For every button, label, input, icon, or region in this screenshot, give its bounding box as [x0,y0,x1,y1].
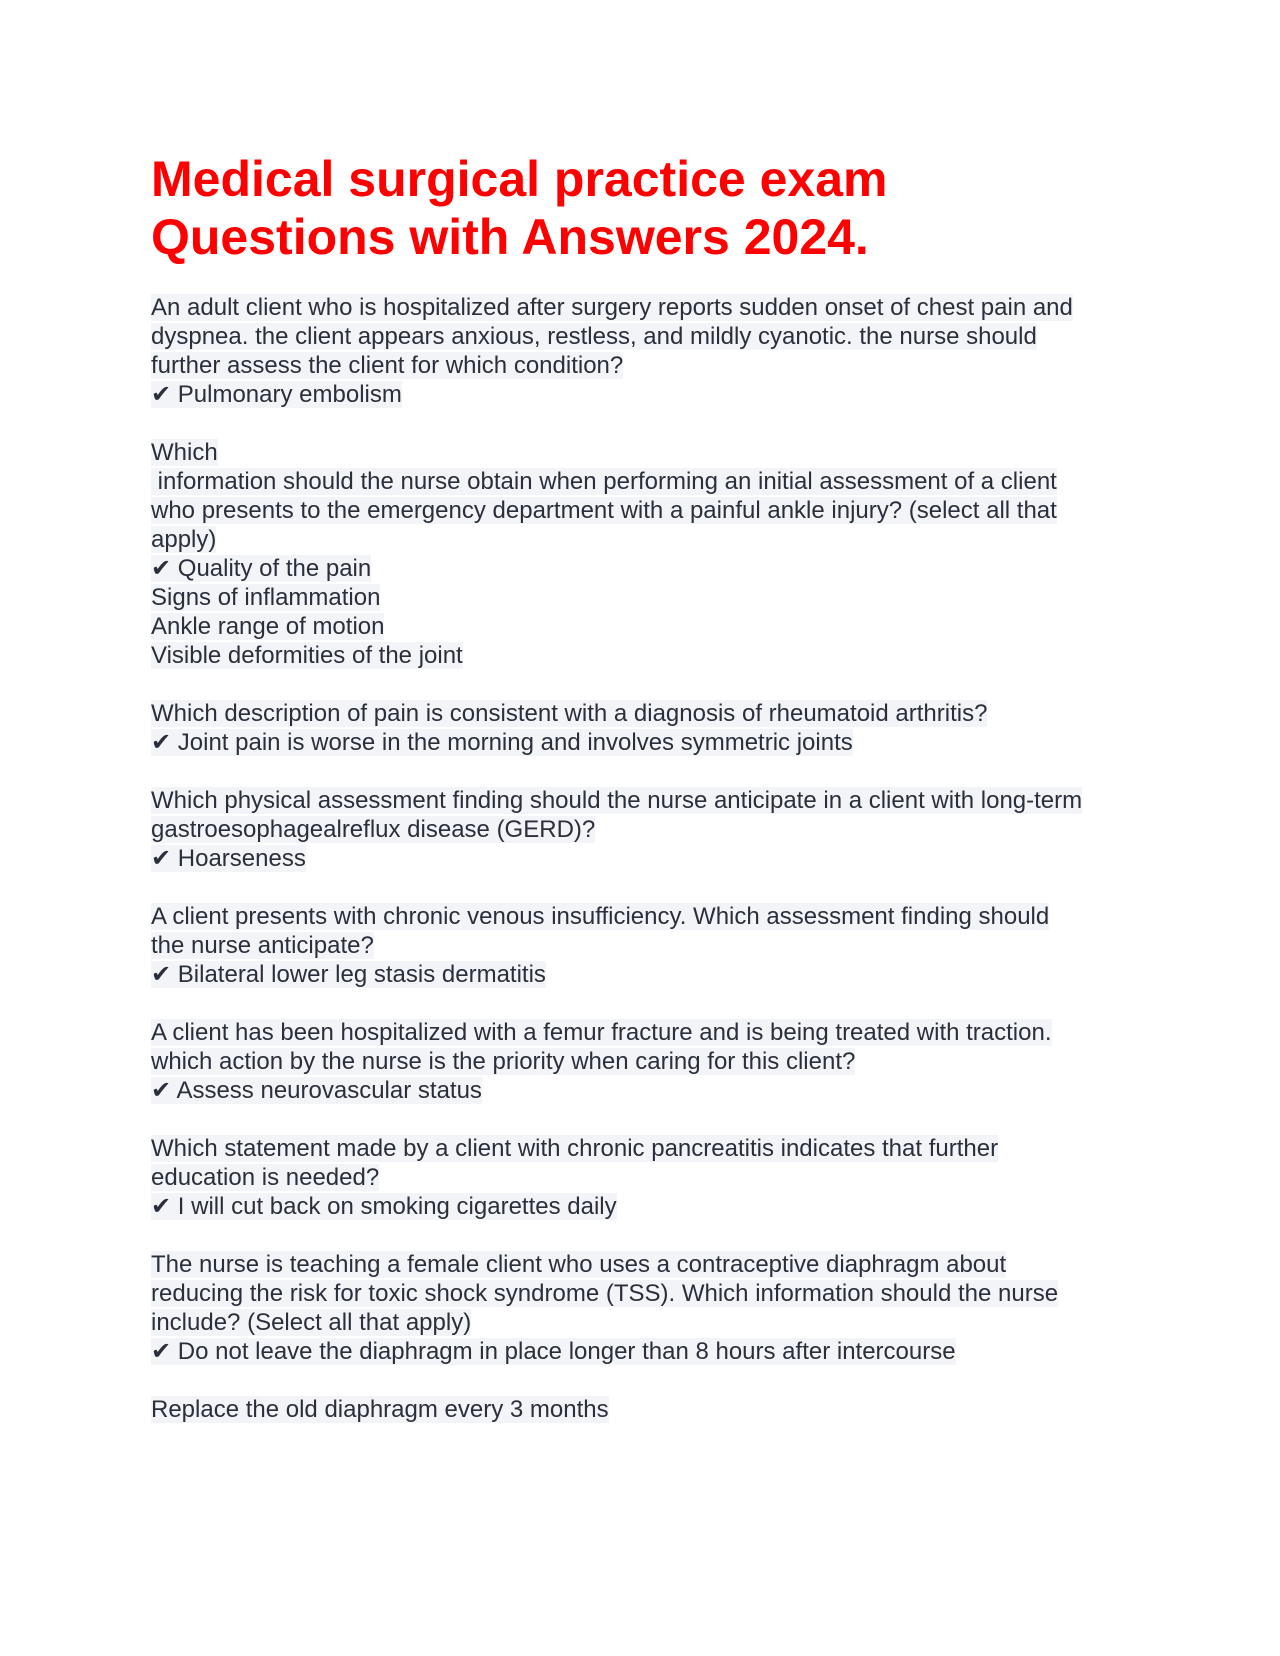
question-text-line: further assess the client for which condition? [151,352,624,379]
answer-text: ✔ Bilateral lower leg stasis dermatitis [151,961,546,988]
answer-text: Ankle range of motion [151,613,385,640]
question-block [151,438,1151,670]
question-text-line: dyspnea. the client appears anxious, restless, and mildly cyanotic. the nurse should [151,323,1037,350]
question-text-line: which action by the nurse is the priority when caring for this client? [151,1048,856,1075]
question-block [151,1250,1151,1424]
question-list [151,293,1151,1424]
question-text-line: A client has been hospitalized with a femur fracture and is being treated with traction. [151,1019,1052,1046]
question-block [151,1134,1151,1221]
question-text-line: include? (Select all that apply) [151,1309,472,1336]
answer-line [151,380,1151,409]
answer-line [151,728,1151,757]
question-text-line: apply) [151,526,217,553]
question-text-line: Which physical assessment finding should the nurse anticipate in a client with long-term [151,787,1083,814]
answer-line [151,1076,1151,1105]
question-text-line: gastroesophagealreflux disease (GERD)? [151,816,596,843]
answer-text: Visible deformities of the joint [151,642,463,669]
answer-text: ✔ Pulmonary embolism [151,381,402,408]
answer-text: ✔ Assess neurovascular status [151,1077,482,1104]
question-text-line: An adult client who is hospitalized after surgery reports sudden onset of chest pain and [151,294,1073,321]
answer-line [151,583,1151,612]
answer-line [151,554,1151,583]
question-block [151,902,1151,989]
question-text-line: Which [151,439,218,466]
answer-line [151,960,1151,989]
answer-text: ✔ I will cut back on smoking cigarettes daily [151,1193,617,1220]
answer-line [151,641,1151,670]
answer-line [151,1395,1151,1424]
answer-text: ✔ Do not leave the diaphragm in place longer than 8 hours after intercourse [151,1338,956,1365]
answer-text: Replace the old diaphragm every 3 months [151,1396,609,1423]
question-text-line: Which statement made by a client with chronic pancreatitis indicates that further [151,1135,999,1162]
answer-line [151,612,1151,641]
answer-text: ✔ Hoarseness [151,845,306,872]
question-text-line: the nurse anticipate? [151,932,374,959]
question-block [151,786,1151,873]
answer-line [151,844,1151,873]
question-text-line: education is needed? [151,1164,380,1191]
question-text-line: Which description of pain is consistent with a diagnosis of rheumatoid arthritis? [151,700,988,727]
question-text-line: A client presents with chronic venous insufficiency. Which assessment finding should [151,903,1050,930]
question-text-line: who presents to the emergency department with a painful ankle injury? (select all that [151,497,1057,524]
title-line: Medical surgical practice exam [151,151,888,207]
question-text-line: information should the nurse obtain when performing an initial assessment of a client [151,468,1057,495]
question-text-line: reducing the risk for toxic shock syndrome (TSS). Which information should the nurse [151,1280,1059,1307]
answer-text: Signs of inflammation [151,584,381,611]
question-block [151,293,1151,409]
document-title [151,150,1151,266]
answer-line [151,1337,1151,1366]
question-block [151,1018,1151,1105]
answer-text: ✔ Quality of the pain [151,555,372,582]
title-line: Questions with Answers 2024. [151,209,869,265]
answer-line [151,1192,1151,1221]
question-text-line: The nurse is teaching a female client who uses a contraceptive diaphragm about [151,1251,1007,1278]
question-block [151,699,1151,757]
answer-text: ✔ Joint pain is worse in the morning and involves symmetric joints [151,729,853,756]
